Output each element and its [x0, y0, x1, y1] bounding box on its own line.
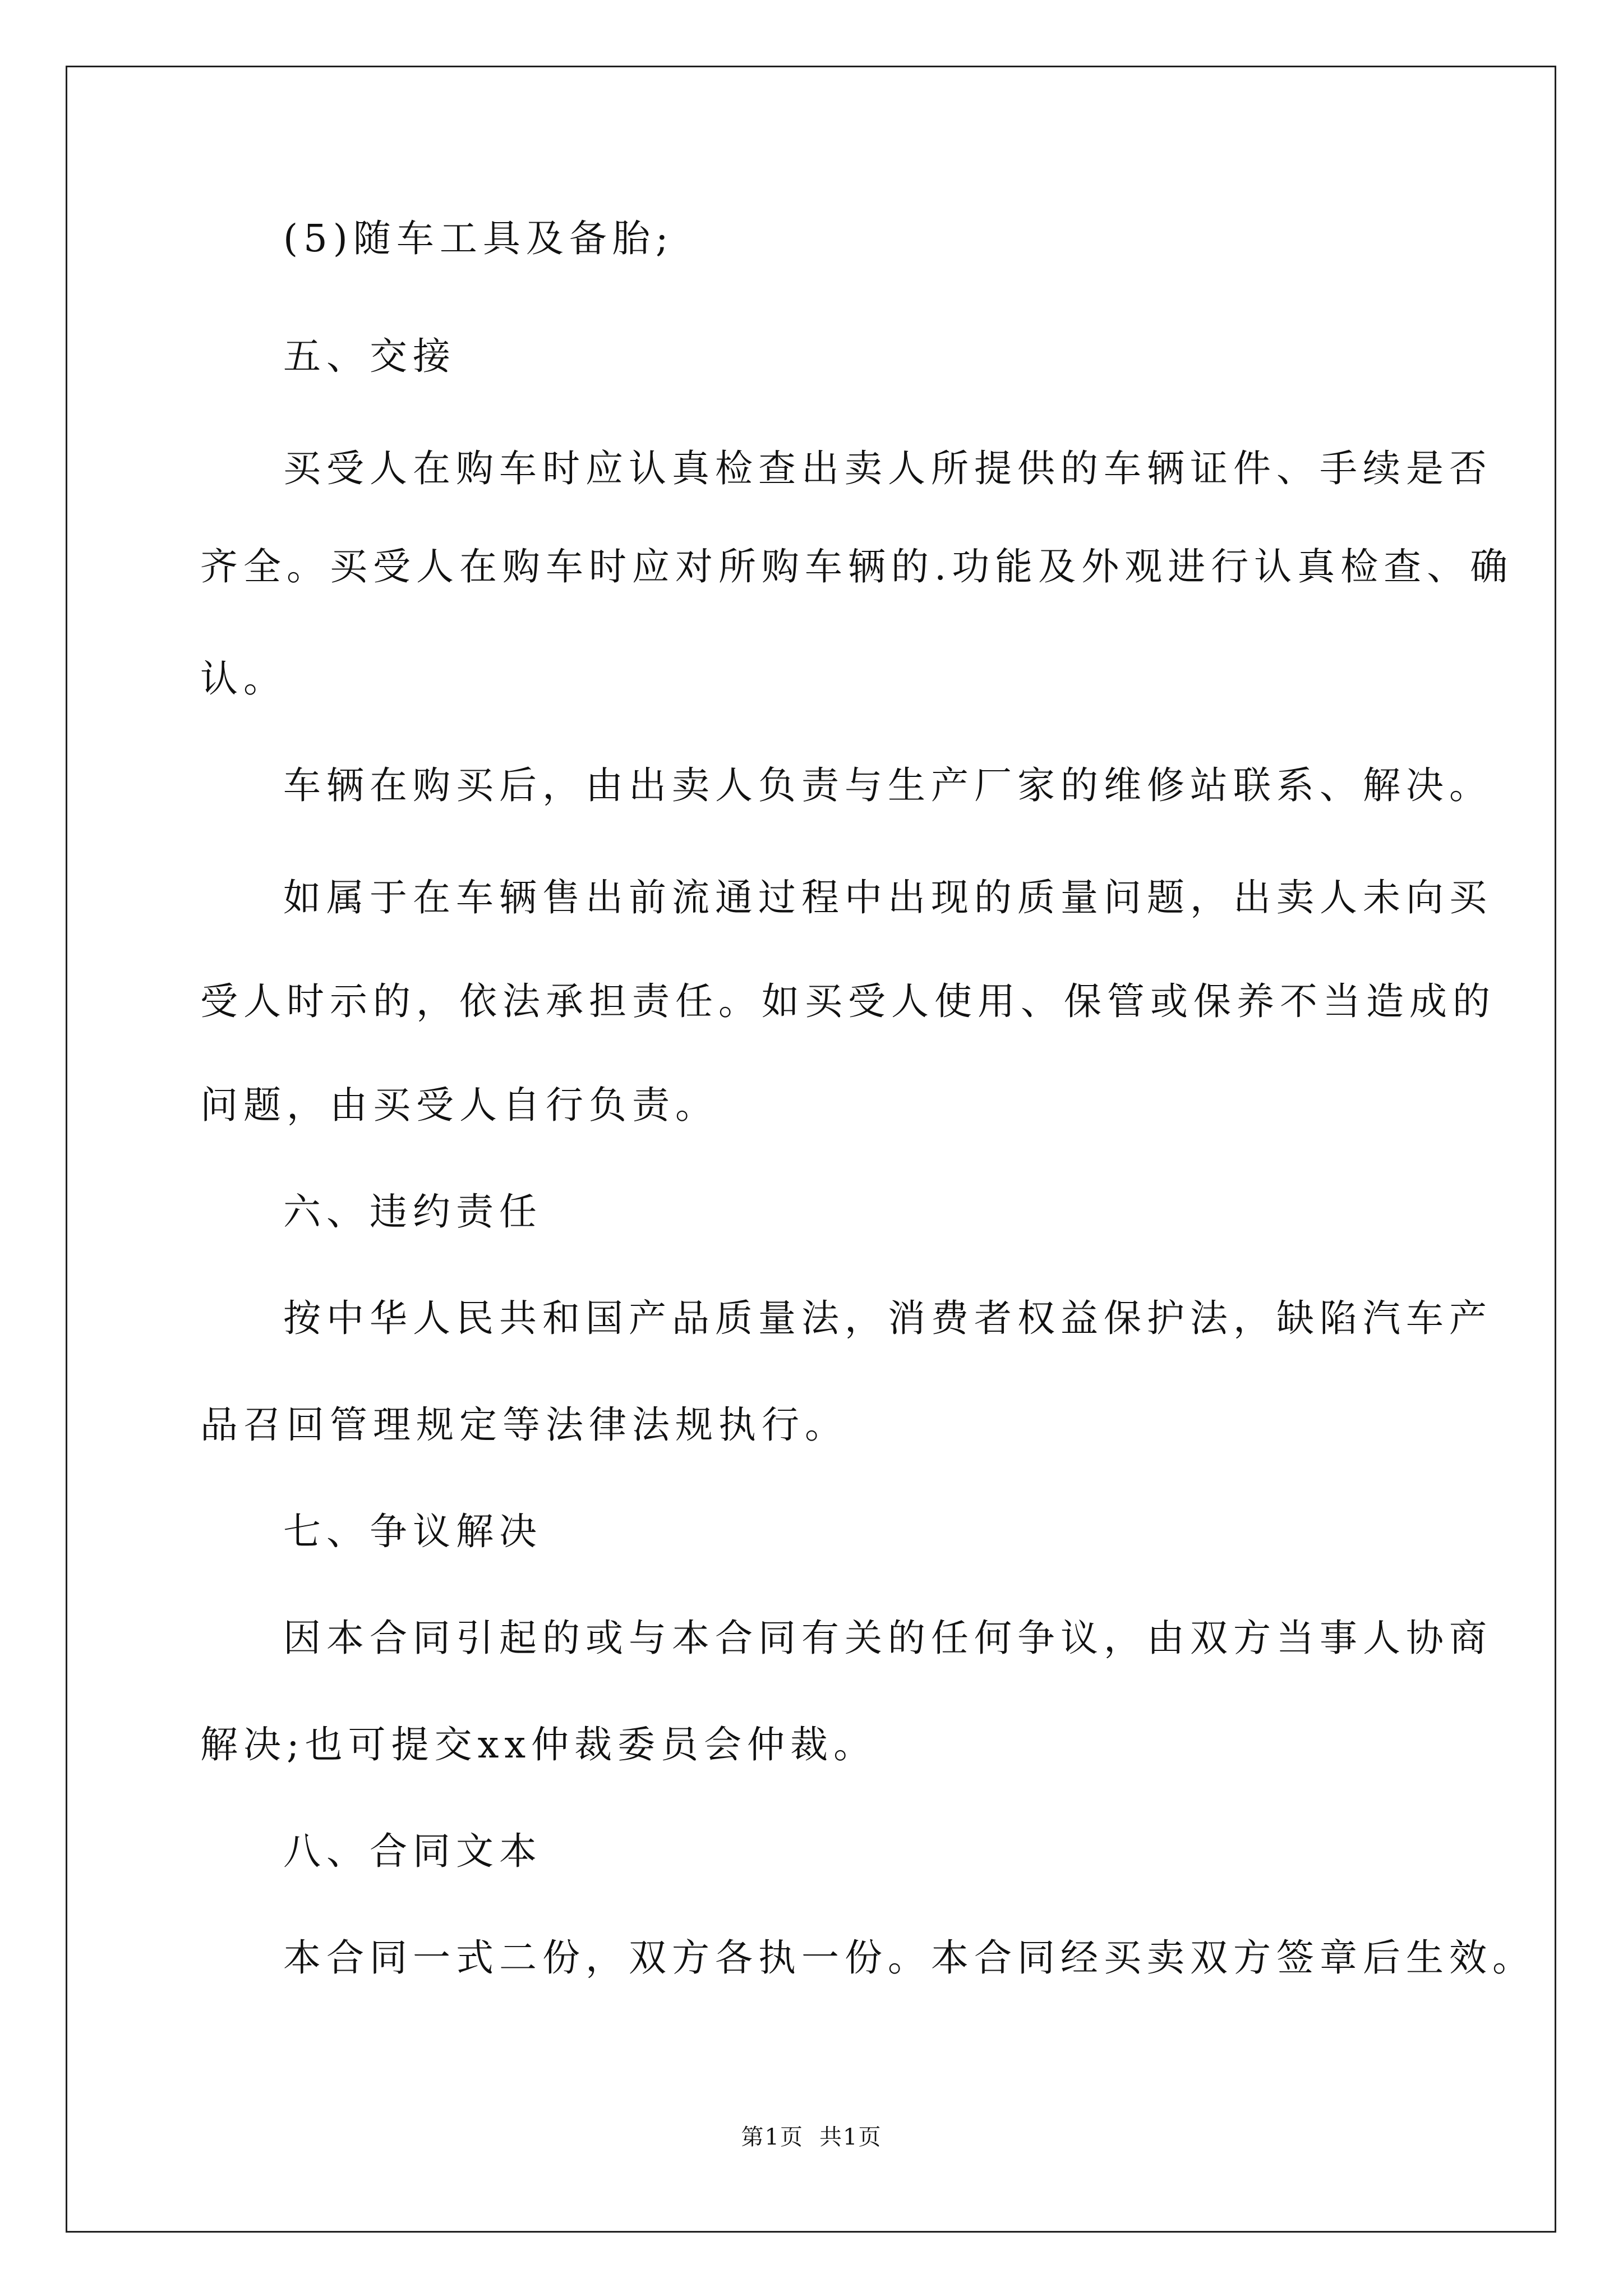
page-number-total: 共1页 — [819, 2124, 882, 2150]
list-item-spare-tire: (5)随车工具及备胎; — [283, 217, 674, 260]
paragraph-line: 解决;也可提交xx仲裁委员会仲裁。 — [200, 1723, 877, 1766]
section-heading-contract-text: 八、合同文本 — [283, 1829, 542, 1873]
paragraph-line: 本合同一式二份，双方各执一份。本合同经买卖双方签章后生效。 — [283, 1936, 1536, 1980]
paragraph-line: 买受人在购车时应认真检查出卖人所提供的车辆证件、手续是否 — [283, 447, 1492, 490]
paragraph-line: 问题，由买受人自行负责。 — [200, 1083, 718, 1127]
paragraph-line: 车辆在购买后，由出卖人负责与生产厂家的维修站联系、解决。 — [283, 763, 1492, 807]
page-number-current: 第1页 — [741, 2124, 804, 2150]
paragraph-line: 认。 — [200, 657, 287, 701]
section-heading-dispute: 七、争议解决 — [283, 1510, 542, 1553]
paragraph-line: 因本合同引起的或与本合同有关的任何争议，由双方当事人协商 — [283, 1616, 1492, 1660]
page-footer — [0, 2123, 1623, 2151]
section-heading-handover: 五、交接 — [283, 334, 456, 378]
paragraph-line: 如属于在车辆售出前流通过程中出现的质量问题，出卖人未向买 — [283, 876, 1492, 919]
paragraph-line: 品召回管理规定等法律法规执行。 — [200, 1403, 848, 1447]
section-heading-liability: 六、违约责任 — [283, 1190, 542, 1234]
paragraph-line: 按中华人民共和国产品质量法，消费者权益保护法，缺陷汽车产 — [283, 1296, 1492, 1340]
paragraph-line: 受人时示的，依法承担责任。如买受人使用、保管或保养不当造成的 — [200, 979, 1496, 1023]
paragraph-line: 齐全。买受人在购车时应对所购车辆的.功能及外观进行认真检查、确 — [200, 545, 1514, 588]
page-border — [66, 66, 1556, 2233]
